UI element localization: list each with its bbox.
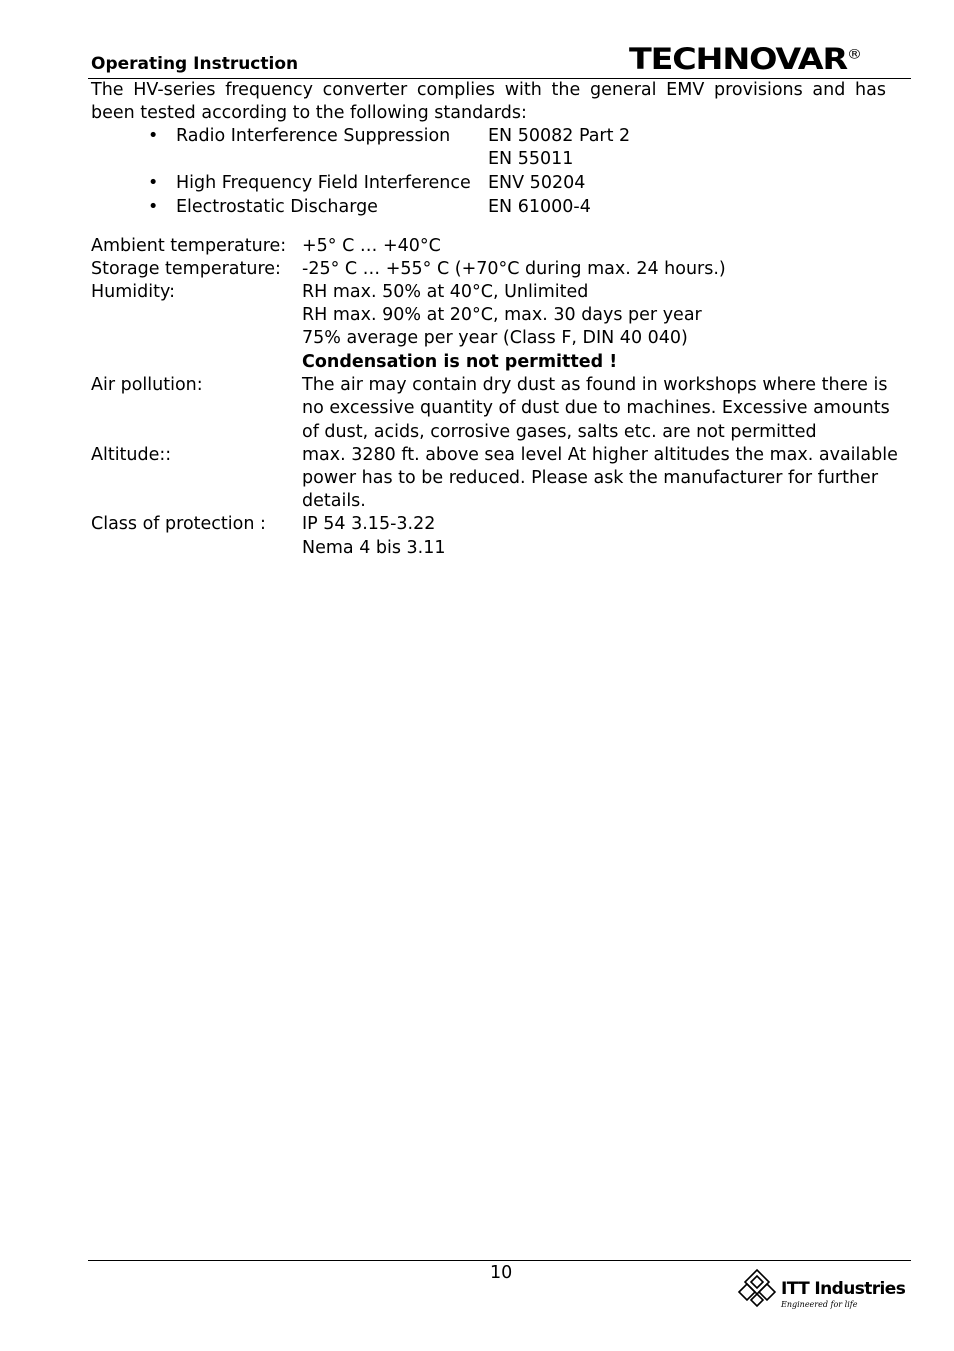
spec-value: Nema 4 bis 3.11 [302, 538, 446, 558]
spec-label: Storage temperature: [91, 259, 281, 279]
standard-code: ENV 50204 [488, 173, 586, 193]
bullet-glyph: • [148, 197, 159, 217]
standard-code: EN 55011 [488, 149, 574, 169]
document-title: Operating Instruction [91, 54, 299, 74]
company-name: ITT Industries [781, 1279, 906, 1299]
standard-name: Radio Interference Suppression [176, 126, 451, 146]
registered-mark: ® [846, 47, 862, 63]
spec-value: 75% average per year (Class F, DIN 40 040) [302, 328, 688, 348]
spec-value: The air may contain dry dust as found in workshops where there is [302, 375, 888, 395]
spec-value: RH max. 50% at 40°C, Unlimited [302, 282, 589, 302]
spec-value: max. 3280 ft. above sea level At higher altitudes the max. available [302, 445, 898, 465]
spec-value: IP 54 3.15-3.22 [302, 514, 436, 534]
standard-name: High Frequency Field Interference [176, 173, 471, 193]
standard-code: EN 61000-4 [488, 197, 591, 217]
spec-label: Air pollution: [91, 375, 203, 395]
bullet-glyph: • [148, 126, 159, 146]
page-number: 10 [490, 1263, 513, 1283]
company-tagline: Engineered for life [781, 1300, 858, 1309]
spec-value: RH max. 90% at 20°C, max. 30 days per year [302, 305, 702, 325]
intro-paragraph: The HV-series frequency converter complies with the general EMV provisions and has been tested according to the following standards: [91, 80, 886, 123]
spec-label: Ambient temperature: [91, 236, 287, 256]
brand-name: TECHNOVAR [629, 42, 847, 76]
standard-name: Electrostatic Discharge [176, 197, 378, 217]
spec-value: -25° C … +55° C (+70°C during max. 24 hours.) [302, 259, 726, 279]
standard-code: EN 50082 Part 2 [488, 126, 631, 146]
spec-value: of dust, acids, corrosive gases, salts etc. are not permitted [302, 422, 817, 442]
footer-rule [88, 1260, 911, 1261]
spec-label: Humidity: [91, 282, 175, 302]
condensation-warning: Condensation is not permitted ! [302, 352, 618, 372]
spec-label: Class of protection : [91, 514, 266, 534]
bullet-glyph: • [148, 173, 159, 193]
spec-value: +5° C … +40°C [302, 236, 441, 256]
itt-logo-icon [737, 1268, 777, 1308]
spec-value: no excessive quantity of dust due to machines. Excessive amounts [302, 398, 890, 418]
spec-label: Altitude:: [91, 445, 172, 465]
technovar-logo [629, 42, 862, 76]
spec-value: details. [302, 491, 366, 511]
spec-value: power has to be reduced. Please ask the manufacturer for further [302, 468, 879, 488]
